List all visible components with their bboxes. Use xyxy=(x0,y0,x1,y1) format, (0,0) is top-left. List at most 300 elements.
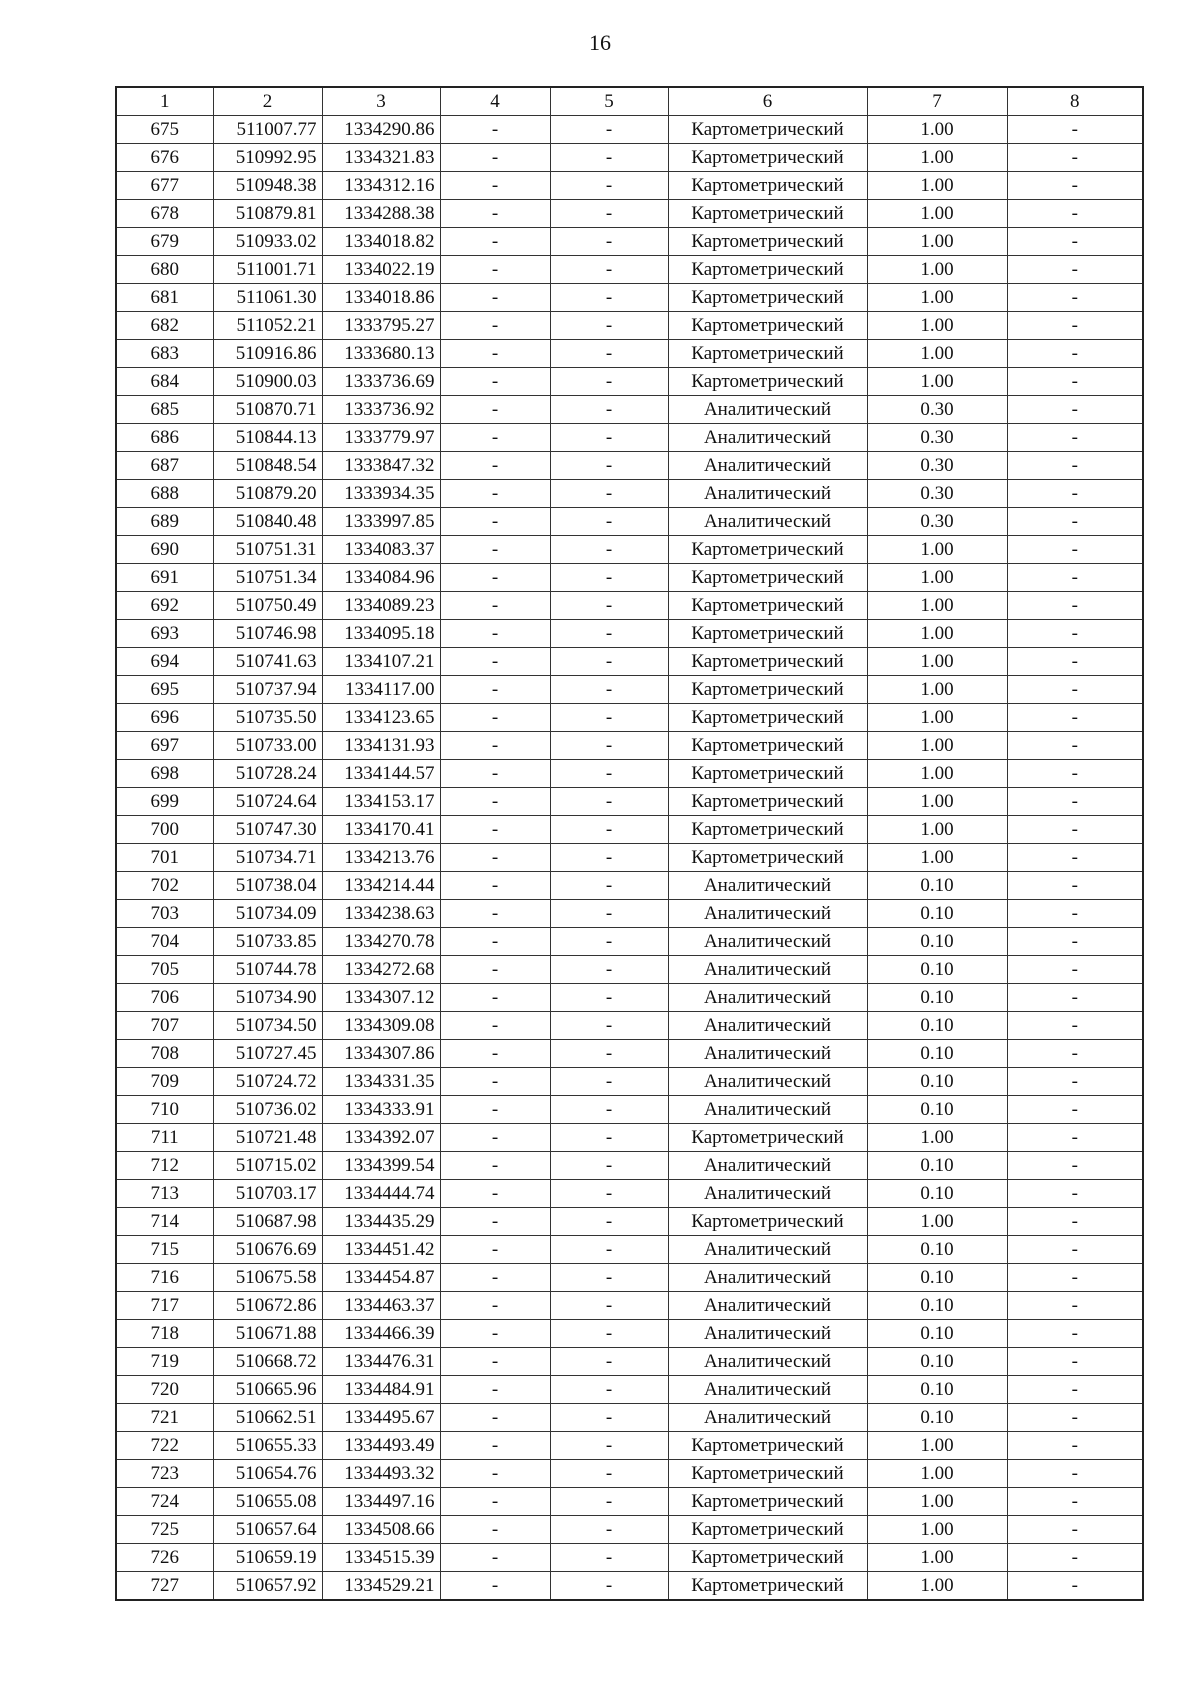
accuracy-cell: 1.00 xyxy=(867,340,1007,368)
coord-x-cell: 511007.77 xyxy=(213,116,322,144)
coord-x-cell: 510672.86 xyxy=(213,1292,322,1320)
coord-x-cell: 510676.69 xyxy=(213,1236,322,1264)
table-row xyxy=(116,1376,1143,1404)
col4-value-cell: - xyxy=(440,1124,550,1152)
accuracy-cell: 0.10 xyxy=(867,1264,1007,1292)
coord-x-cell: 510948.38 xyxy=(213,172,322,200)
coord-x-cell: 510671.88 xyxy=(213,1320,322,1348)
point-number-cell: 724 xyxy=(116,1488,213,1516)
coord-y-cell: 1334123.65 xyxy=(322,704,440,732)
col4-value-cell: - xyxy=(440,984,550,1012)
method-cell: Картометрический xyxy=(668,144,867,172)
col5-value-cell: - xyxy=(550,312,668,340)
col5-value-cell: - xyxy=(550,1152,668,1180)
col5-value-cell: - xyxy=(550,1096,668,1124)
method-cell: Картометрический xyxy=(668,116,867,144)
point-number-cell: 698 xyxy=(116,760,213,788)
coord-x-cell: 510879.81 xyxy=(213,200,322,228)
col8-value-cell: - xyxy=(1007,1432,1143,1460)
method-cell: Картометрический xyxy=(668,256,867,284)
col5-value-cell: - xyxy=(550,1180,668,1208)
coord-x-cell: 510727.45 xyxy=(213,1040,322,1068)
method-cell: Картометрический xyxy=(668,592,867,620)
method-cell: Аналитический xyxy=(668,1292,867,1320)
col5-value-cell: - xyxy=(550,816,668,844)
table-row xyxy=(116,452,1143,480)
col8-value-cell: - xyxy=(1007,256,1143,284)
col8-value-cell: - xyxy=(1007,704,1143,732)
table-row xyxy=(116,1124,1143,1152)
col5-value-cell: - xyxy=(550,424,668,452)
coord-y-cell: 1334022.19 xyxy=(322,256,440,284)
col8-value-cell: - xyxy=(1007,368,1143,396)
coord-y-cell: 1333934.35 xyxy=(322,480,440,508)
col5-value-cell: - xyxy=(550,1516,668,1544)
coord-y-cell: 1334131.93 xyxy=(322,732,440,760)
table-row xyxy=(116,788,1143,816)
table-row xyxy=(116,1544,1143,1572)
coordinates-table xyxy=(115,86,1144,1601)
coord-x-cell: 510751.31 xyxy=(213,536,322,564)
table-row xyxy=(116,368,1143,396)
table-row xyxy=(116,956,1143,984)
col8-value-cell: - xyxy=(1007,1320,1143,1348)
col5-value-cell: - xyxy=(550,144,668,172)
method-cell: Картометрический xyxy=(668,648,867,676)
col8-value-cell: - xyxy=(1007,1460,1143,1488)
accuracy-cell: 1.00 xyxy=(867,172,1007,200)
method-cell: Картометрический xyxy=(668,200,867,228)
col5-value-cell: - xyxy=(550,172,668,200)
table-row xyxy=(116,760,1143,788)
table-row xyxy=(116,1180,1143,1208)
col4-value-cell: - xyxy=(440,1152,550,1180)
accuracy-cell: 1.00 xyxy=(867,732,1007,760)
table-row xyxy=(116,1012,1143,1040)
accuracy-cell: 1.00 xyxy=(867,256,1007,284)
col8-value-cell: - xyxy=(1007,620,1143,648)
method-cell: Аналитический xyxy=(668,1096,867,1124)
method-cell: Аналитический xyxy=(668,508,867,536)
point-number-cell: 680 xyxy=(116,256,213,284)
col8-value-cell: - xyxy=(1007,676,1143,704)
method-cell: Картометрический xyxy=(668,1432,867,1460)
point-number-cell: 719 xyxy=(116,1348,213,1376)
col8-value-cell: - xyxy=(1007,116,1143,144)
col5-value-cell: - xyxy=(550,1124,668,1152)
accuracy-cell: 1.00 xyxy=(867,1488,1007,1516)
col8-value-cell: - xyxy=(1007,1096,1143,1124)
col8-value-cell: - xyxy=(1007,1152,1143,1180)
col5-value-cell: - xyxy=(550,256,668,284)
coord-x-cell: 510900.03 xyxy=(213,368,322,396)
coord-y-cell: 1333736.69 xyxy=(322,368,440,396)
coord-x-cell: 510840.48 xyxy=(213,508,322,536)
coord-x-cell: 510747.30 xyxy=(213,816,322,844)
col5-value-cell: - xyxy=(550,676,668,704)
col5-value-cell: - xyxy=(550,200,668,228)
method-cell: Картометрический xyxy=(668,368,867,396)
coord-x-cell: 510741.63 xyxy=(213,648,322,676)
coord-y-cell: 1334454.87 xyxy=(322,1264,440,1292)
coord-y-cell: 1334476.31 xyxy=(322,1348,440,1376)
point-number-cell: 675 xyxy=(116,116,213,144)
col8-value-cell: - xyxy=(1007,144,1143,172)
point-number-cell: 677 xyxy=(116,172,213,200)
table-row xyxy=(116,1488,1143,1516)
coord-y-cell: 1334508.66 xyxy=(322,1516,440,1544)
table-row xyxy=(116,1404,1143,1432)
coord-y-cell: 1334270.78 xyxy=(322,928,440,956)
col8-value-cell: - xyxy=(1007,1516,1143,1544)
col4-value-cell: - xyxy=(440,1264,550,1292)
accuracy-cell: 1.00 xyxy=(867,1544,1007,1572)
table-row xyxy=(116,816,1143,844)
col8-value-cell: - xyxy=(1007,312,1143,340)
coord-x-cell: 510721.48 xyxy=(213,1124,322,1152)
accuracy-cell: 0.10 xyxy=(867,1152,1007,1180)
coord-y-cell: 1334497.16 xyxy=(322,1488,440,1516)
col5-value-cell: - xyxy=(550,732,668,760)
coord-y-cell: 1334444.74 xyxy=(322,1180,440,1208)
accuracy-cell: 1.00 xyxy=(867,116,1007,144)
table-row xyxy=(116,1040,1143,1068)
col4-value-cell: - xyxy=(440,704,550,732)
col5-value-cell: - xyxy=(550,1460,668,1488)
method-cell: Картометрический xyxy=(668,536,867,564)
table-row xyxy=(116,844,1143,872)
coord-y-cell: 1334018.82 xyxy=(322,228,440,256)
coord-y-cell: 1333736.92 xyxy=(322,396,440,424)
point-number-cell: 683 xyxy=(116,340,213,368)
col8-value-cell: - xyxy=(1007,1348,1143,1376)
table-row xyxy=(116,872,1143,900)
coord-y-cell: 1334107.21 xyxy=(322,648,440,676)
col5-value-cell: - xyxy=(550,1208,668,1236)
coord-x-cell: 510733.00 xyxy=(213,732,322,760)
col8-value-cell: - xyxy=(1007,508,1143,536)
col8-value-cell: - xyxy=(1007,872,1143,900)
point-number-cell: 717 xyxy=(116,1292,213,1320)
col5-value-cell: - xyxy=(550,480,668,508)
col4-value-cell: - xyxy=(440,536,550,564)
col4-value-cell: - xyxy=(440,1404,550,1432)
table-row xyxy=(116,928,1143,956)
table-row xyxy=(116,1264,1143,1292)
col4-value-cell: - xyxy=(440,648,550,676)
col5-value-cell: - xyxy=(550,872,668,900)
col8-value-cell: - xyxy=(1007,1236,1143,1264)
method-cell: Картометрический xyxy=(668,788,867,816)
col4-value-cell: - xyxy=(440,1460,550,1488)
coord-x-cell: 510654.76 xyxy=(213,1460,322,1488)
accuracy-cell: 1.00 xyxy=(867,312,1007,340)
col5-value-cell: - xyxy=(550,844,668,872)
table-row xyxy=(116,1236,1143,1264)
coord-y-cell: 1334018.86 xyxy=(322,284,440,312)
coord-x-cell: 510733.85 xyxy=(213,928,322,956)
table-row xyxy=(116,704,1143,732)
accuracy-cell: 1.00 xyxy=(867,284,1007,312)
col4-value-cell: - xyxy=(440,480,550,508)
col8-value-cell: - xyxy=(1007,732,1143,760)
coord-y-cell: 1334495.67 xyxy=(322,1404,440,1432)
col4-value-cell: - xyxy=(440,172,550,200)
col4-value-cell: - xyxy=(440,368,550,396)
table-row xyxy=(116,1572,1143,1601)
accuracy-cell: 1.00 xyxy=(867,144,1007,172)
coord-x-cell: 510746.98 xyxy=(213,620,322,648)
col5-value-cell: - xyxy=(550,396,668,424)
accuracy-cell: 0.10 xyxy=(867,1292,1007,1320)
col8-value-cell: - xyxy=(1007,200,1143,228)
col4-value-cell: - xyxy=(440,200,550,228)
coord-y-cell: 1334435.29 xyxy=(322,1208,440,1236)
col5-value-cell: - xyxy=(550,116,668,144)
table-row xyxy=(116,536,1143,564)
column-header-1: 1 xyxy=(116,87,213,116)
col8-value-cell: - xyxy=(1007,956,1143,984)
method-cell: Картометрический xyxy=(668,732,867,760)
col5-value-cell: - xyxy=(550,620,668,648)
method-cell: Аналитический xyxy=(668,1320,867,1348)
point-number-cell: 714 xyxy=(116,1208,213,1236)
table-row xyxy=(116,312,1143,340)
table-row xyxy=(116,228,1143,256)
point-number-cell: 686 xyxy=(116,424,213,452)
accuracy-cell: 0.10 xyxy=(867,984,1007,1012)
col8-value-cell: - xyxy=(1007,788,1143,816)
accuracy-cell: 0.10 xyxy=(867,900,1007,928)
coord-y-cell: 1334084.96 xyxy=(322,564,440,592)
point-number-cell: 706 xyxy=(116,984,213,1012)
accuracy-cell: 1.00 xyxy=(867,1572,1007,1601)
method-cell: Аналитический xyxy=(668,1376,867,1404)
coord-x-cell: 510734.90 xyxy=(213,984,322,1012)
point-number-cell: 710 xyxy=(116,1096,213,1124)
accuracy-cell: 1.00 xyxy=(867,1208,1007,1236)
table-row xyxy=(116,1068,1143,1096)
table-row xyxy=(116,480,1143,508)
coord-y-cell: 1334290.86 xyxy=(322,116,440,144)
method-cell: Аналитический xyxy=(668,480,867,508)
col8-value-cell: - xyxy=(1007,1068,1143,1096)
accuracy-cell: 0.10 xyxy=(867,1236,1007,1264)
col5-value-cell: - xyxy=(550,1544,668,1572)
col8-value-cell: - xyxy=(1007,1572,1143,1601)
table-row xyxy=(116,396,1143,424)
accuracy-cell: 0.10 xyxy=(867,928,1007,956)
method-cell: Картометрический xyxy=(668,1460,867,1488)
point-number-cell: 678 xyxy=(116,200,213,228)
coord-x-cell: 510751.34 xyxy=(213,564,322,592)
col5-value-cell: - xyxy=(550,592,668,620)
coord-x-cell: 510844.13 xyxy=(213,424,322,452)
coord-y-cell: 1333997.85 xyxy=(322,508,440,536)
column-header-8: 8 xyxy=(1007,87,1143,116)
col8-value-cell: - xyxy=(1007,760,1143,788)
coord-x-cell: 510750.49 xyxy=(213,592,322,620)
accuracy-cell: 1.00 xyxy=(867,676,1007,704)
col8-value-cell: - xyxy=(1007,844,1143,872)
method-cell: Картометрический xyxy=(668,704,867,732)
col8-value-cell: - xyxy=(1007,928,1143,956)
coord-y-cell: 1334312.16 xyxy=(322,172,440,200)
method-cell: Аналитический xyxy=(668,1404,867,1432)
accuracy-cell: 1.00 xyxy=(867,816,1007,844)
coord-x-cell: 510735.50 xyxy=(213,704,322,732)
coord-y-cell: 1334144.57 xyxy=(322,760,440,788)
method-cell: Картометрический xyxy=(668,312,867,340)
table-row xyxy=(116,144,1143,172)
method-cell: Картометрический xyxy=(668,760,867,788)
coord-y-cell: 1334333.91 xyxy=(322,1096,440,1124)
method-cell: Аналитический xyxy=(668,984,867,1012)
point-number-cell: 699 xyxy=(116,788,213,816)
coord-x-cell: 510659.19 xyxy=(213,1544,322,1572)
table-row xyxy=(116,1516,1143,1544)
table-row xyxy=(116,340,1143,368)
point-number-cell: 723 xyxy=(116,1460,213,1488)
col4-value-cell: - xyxy=(440,1236,550,1264)
col5-value-cell: - xyxy=(550,788,668,816)
col4-value-cell: - xyxy=(440,564,550,592)
col5-value-cell: - xyxy=(550,928,668,956)
point-number-cell: 721 xyxy=(116,1404,213,1432)
table-row xyxy=(116,424,1143,452)
col4-value-cell: - xyxy=(440,1068,550,1096)
table-body xyxy=(116,116,1143,1601)
coord-y-cell: 1334493.32 xyxy=(322,1460,440,1488)
table-row xyxy=(116,116,1143,144)
point-number-cell: 689 xyxy=(116,508,213,536)
col5-value-cell: - xyxy=(550,984,668,1012)
method-cell: Аналитический xyxy=(668,424,867,452)
point-number-cell: 716 xyxy=(116,1264,213,1292)
accuracy-cell: 0.30 xyxy=(867,424,1007,452)
method-cell: Аналитический xyxy=(668,1068,867,1096)
coord-y-cell: 1334392.07 xyxy=(322,1124,440,1152)
method-cell: Картометрический xyxy=(668,172,867,200)
point-number-cell: 702 xyxy=(116,872,213,900)
col5-value-cell: - xyxy=(550,1348,668,1376)
accuracy-cell: 0.10 xyxy=(867,1320,1007,1348)
col4-value-cell: - xyxy=(440,340,550,368)
coord-x-cell: 510744.78 xyxy=(213,956,322,984)
point-number-cell: 676 xyxy=(116,144,213,172)
col4-value-cell: - xyxy=(440,1376,550,1404)
col5-value-cell: - xyxy=(550,1068,668,1096)
col8-value-cell: - xyxy=(1007,1404,1143,1432)
col8-value-cell: - xyxy=(1007,228,1143,256)
method-cell: Аналитический xyxy=(668,872,867,900)
col8-value-cell: - xyxy=(1007,452,1143,480)
col5-value-cell: - xyxy=(550,508,668,536)
method-cell: Аналитический xyxy=(668,1012,867,1040)
coord-x-cell: 510738.04 xyxy=(213,872,322,900)
col4-value-cell: - xyxy=(440,256,550,284)
coord-y-cell: 1334288.38 xyxy=(322,200,440,228)
col5-value-cell: - xyxy=(550,564,668,592)
col8-value-cell: - xyxy=(1007,396,1143,424)
table-row xyxy=(116,1320,1143,1348)
coord-y-cell: 1334170.41 xyxy=(322,816,440,844)
coord-y-cell: 1334331.35 xyxy=(322,1068,440,1096)
coord-y-cell: 1334484.91 xyxy=(322,1376,440,1404)
coord-y-cell: 1334466.39 xyxy=(322,1320,440,1348)
col4-value-cell: - xyxy=(440,1320,550,1348)
col4-value-cell: - xyxy=(440,1040,550,1068)
column-header-6: 6 xyxy=(668,87,867,116)
col8-value-cell: - xyxy=(1007,1208,1143,1236)
col4-value-cell: - xyxy=(440,1488,550,1516)
method-cell: Аналитический xyxy=(668,956,867,984)
method-cell: Картометрический xyxy=(668,1488,867,1516)
accuracy-cell: 0.10 xyxy=(867,1012,1007,1040)
col8-value-cell: - xyxy=(1007,1012,1143,1040)
accuracy-cell: 1.00 xyxy=(867,564,1007,592)
coord-x-cell: 510655.33 xyxy=(213,1432,322,1460)
col8-value-cell: - xyxy=(1007,480,1143,508)
table-row xyxy=(116,676,1143,704)
coord-y-cell: 1334463.37 xyxy=(322,1292,440,1320)
coord-y-cell: 1334321.83 xyxy=(322,144,440,172)
coord-x-cell: 510655.08 xyxy=(213,1488,322,1516)
method-cell: Аналитический xyxy=(668,928,867,956)
table-row xyxy=(116,200,1143,228)
accuracy-cell: 0.30 xyxy=(867,508,1007,536)
col8-value-cell: - xyxy=(1007,1376,1143,1404)
coord-x-cell: 510734.09 xyxy=(213,900,322,928)
accuracy-cell: 0.10 xyxy=(867,1180,1007,1208)
col5-value-cell: - xyxy=(550,228,668,256)
col4-value-cell: - xyxy=(440,144,550,172)
method-cell: Аналитический xyxy=(668,1040,867,1068)
coord-x-cell: 510916.86 xyxy=(213,340,322,368)
col4-value-cell: - xyxy=(440,1544,550,1572)
coord-x-cell: 510675.58 xyxy=(213,1264,322,1292)
point-number-cell: 711 xyxy=(116,1124,213,1152)
point-number-cell: 708 xyxy=(116,1040,213,1068)
accuracy-cell: 0.30 xyxy=(867,480,1007,508)
method-cell: Аналитический xyxy=(668,396,867,424)
coord-y-cell: 1333779.97 xyxy=(322,424,440,452)
accuracy-cell: 1.00 xyxy=(867,200,1007,228)
col5-value-cell: - xyxy=(550,1292,668,1320)
col5-value-cell: - xyxy=(550,452,668,480)
col4-value-cell: - xyxy=(440,424,550,452)
point-number-cell: 697 xyxy=(116,732,213,760)
col5-value-cell: - xyxy=(550,1320,668,1348)
point-number-cell: 705 xyxy=(116,956,213,984)
col4-value-cell: - xyxy=(440,1012,550,1040)
point-number-cell: 681 xyxy=(116,284,213,312)
col5-value-cell: - xyxy=(550,760,668,788)
col5-value-cell: - xyxy=(550,284,668,312)
col5-value-cell: - xyxy=(550,1236,668,1264)
col5-value-cell: - xyxy=(550,1404,668,1432)
accuracy-cell: 0.10 xyxy=(867,956,1007,984)
method-cell: Картометрический xyxy=(668,340,867,368)
col4-value-cell: - xyxy=(440,508,550,536)
col4-value-cell: - xyxy=(440,1348,550,1376)
coord-x-cell: 510662.51 xyxy=(213,1404,322,1432)
coord-x-cell: 510736.02 xyxy=(213,1096,322,1124)
column-header-3: 3 xyxy=(322,87,440,116)
point-number-cell: 703 xyxy=(116,900,213,928)
table-row xyxy=(116,564,1143,592)
coord-x-cell: 510724.64 xyxy=(213,788,322,816)
